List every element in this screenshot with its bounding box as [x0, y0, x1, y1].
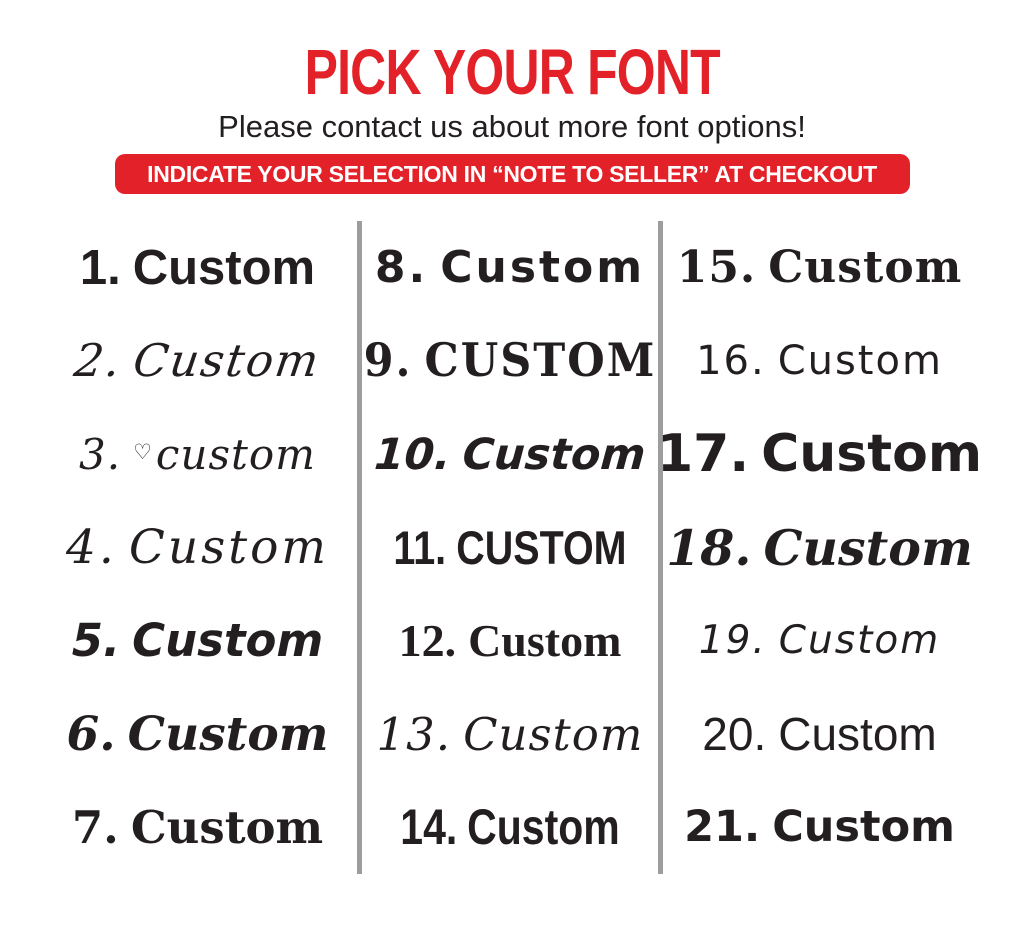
font-option-5: [38, 594, 357, 687]
font-option-sample: Custom: [467, 799, 620, 856]
font-option-sample: Custom: [463, 707, 644, 761]
font-option-20: [663, 688, 976, 781]
font-option-number: 9.: [363, 334, 413, 388]
font-option-11: [386, 501, 635, 594]
font-option-number: 21.: [684, 802, 761, 853]
font-option-sample: CUSTOM: [456, 521, 627, 575]
header: [0, 0, 1024, 194]
font-option-number: 10.: [372, 429, 453, 480]
font-option-sample: Custom: [128, 520, 329, 576]
font-option-sample: Custom: [778, 708, 937, 761]
font-option-number: 17.: [656, 424, 750, 485]
font-option-16: [663, 314, 976, 407]
font-option-sample: Custom: [461, 429, 648, 480]
font-column-1: [0, 221, 357, 874]
font-option-sample: Custom: [778, 618, 941, 664]
font-column-2: [362, 221, 658, 874]
font-options-grid: [0, 221, 1024, 874]
font-option-sample: Custom: [132, 614, 324, 668]
font-option-13: [362, 688, 658, 781]
font-option-sample: Custom: [468, 615, 622, 667]
font-option-10: [359, 408, 662, 501]
font-option-sample: Custom: [440, 242, 646, 294]
font-option-sample: Custom: [132, 240, 316, 295]
font-option-sample: Custom: [761, 424, 983, 485]
heart-icon: ♡: [133, 440, 153, 465]
font-option-15: [663, 221, 976, 314]
font-option-17: [656, 408, 983, 501]
font-option-14: [389, 781, 632, 874]
font-column-3: [656, 221, 1024, 874]
font-option-sample: Custom: [768, 242, 963, 294]
font-option-number: 5.: [71, 614, 121, 668]
font-option-sample: custom: [155, 429, 317, 479]
font-option-sample: Custom: [777, 338, 943, 385]
font-option-19: [663, 594, 976, 687]
page-title: PICK YOUR FONT: [304, 36, 720, 108]
font-option-number: 19.: [698, 618, 767, 664]
font-option-sample: CUSTOM: [424, 334, 657, 388]
font-option-number: 18.: [666, 518, 752, 577]
font-option-7: [38, 781, 357, 874]
font-option-8: [362, 221, 658, 314]
font-option-9: [362, 312, 658, 411]
font-option-number: 3.: [78, 429, 122, 479]
font-option-12: [362, 594, 658, 687]
font-option-2: [31, 314, 363, 407]
checkout-note-banner: [115, 154, 910, 194]
font-option-number: 15.: [676, 242, 757, 294]
font-option-sample: Custom: [763, 518, 973, 577]
font-option-number: 16.: [696, 338, 766, 385]
font-option-sample: Custom: [130, 800, 324, 854]
font-option-number: 20.: [702, 708, 767, 761]
font-option-number: 11.: [393, 521, 447, 575]
font-option-number: 13.: [376, 707, 452, 761]
font-option-6: [38, 688, 357, 781]
font-option-21: [663, 781, 976, 874]
font-option-sample: Custom: [130, 334, 324, 388]
font-option-sample: Custom: [127, 706, 329, 762]
font-option-number: 12.: [398, 615, 457, 667]
font-option-number: 2.: [71, 334, 126, 388]
font-option-3: [38, 408, 357, 501]
font-option-number: 8.: [374, 242, 429, 294]
font-option-4: [38, 501, 357, 594]
subtitle: Please contact us about more font options!: [218, 109, 806, 144]
font-option-number: 7.: [71, 800, 119, 854]
font-option-18: [663, 501, 976, 594]
font-option-number: 6.: [66, 706, 116, 762]
font-option-number: 14.: [400, 799, 458, 856]
checkout-note-text: INDICATE YOUR SELECTION IN “NOTE TO SELLER” AT CHECKOUT: [147, 161, 877, 188]
font-option-number: 4.: [66, 520, 117, 576]
font-option-number: 1.: [79, 240, 121, 295]
font-option-1: [38, 221, 357, 314]
font-option-sample: Custom: [772, 802, 955, 853]
